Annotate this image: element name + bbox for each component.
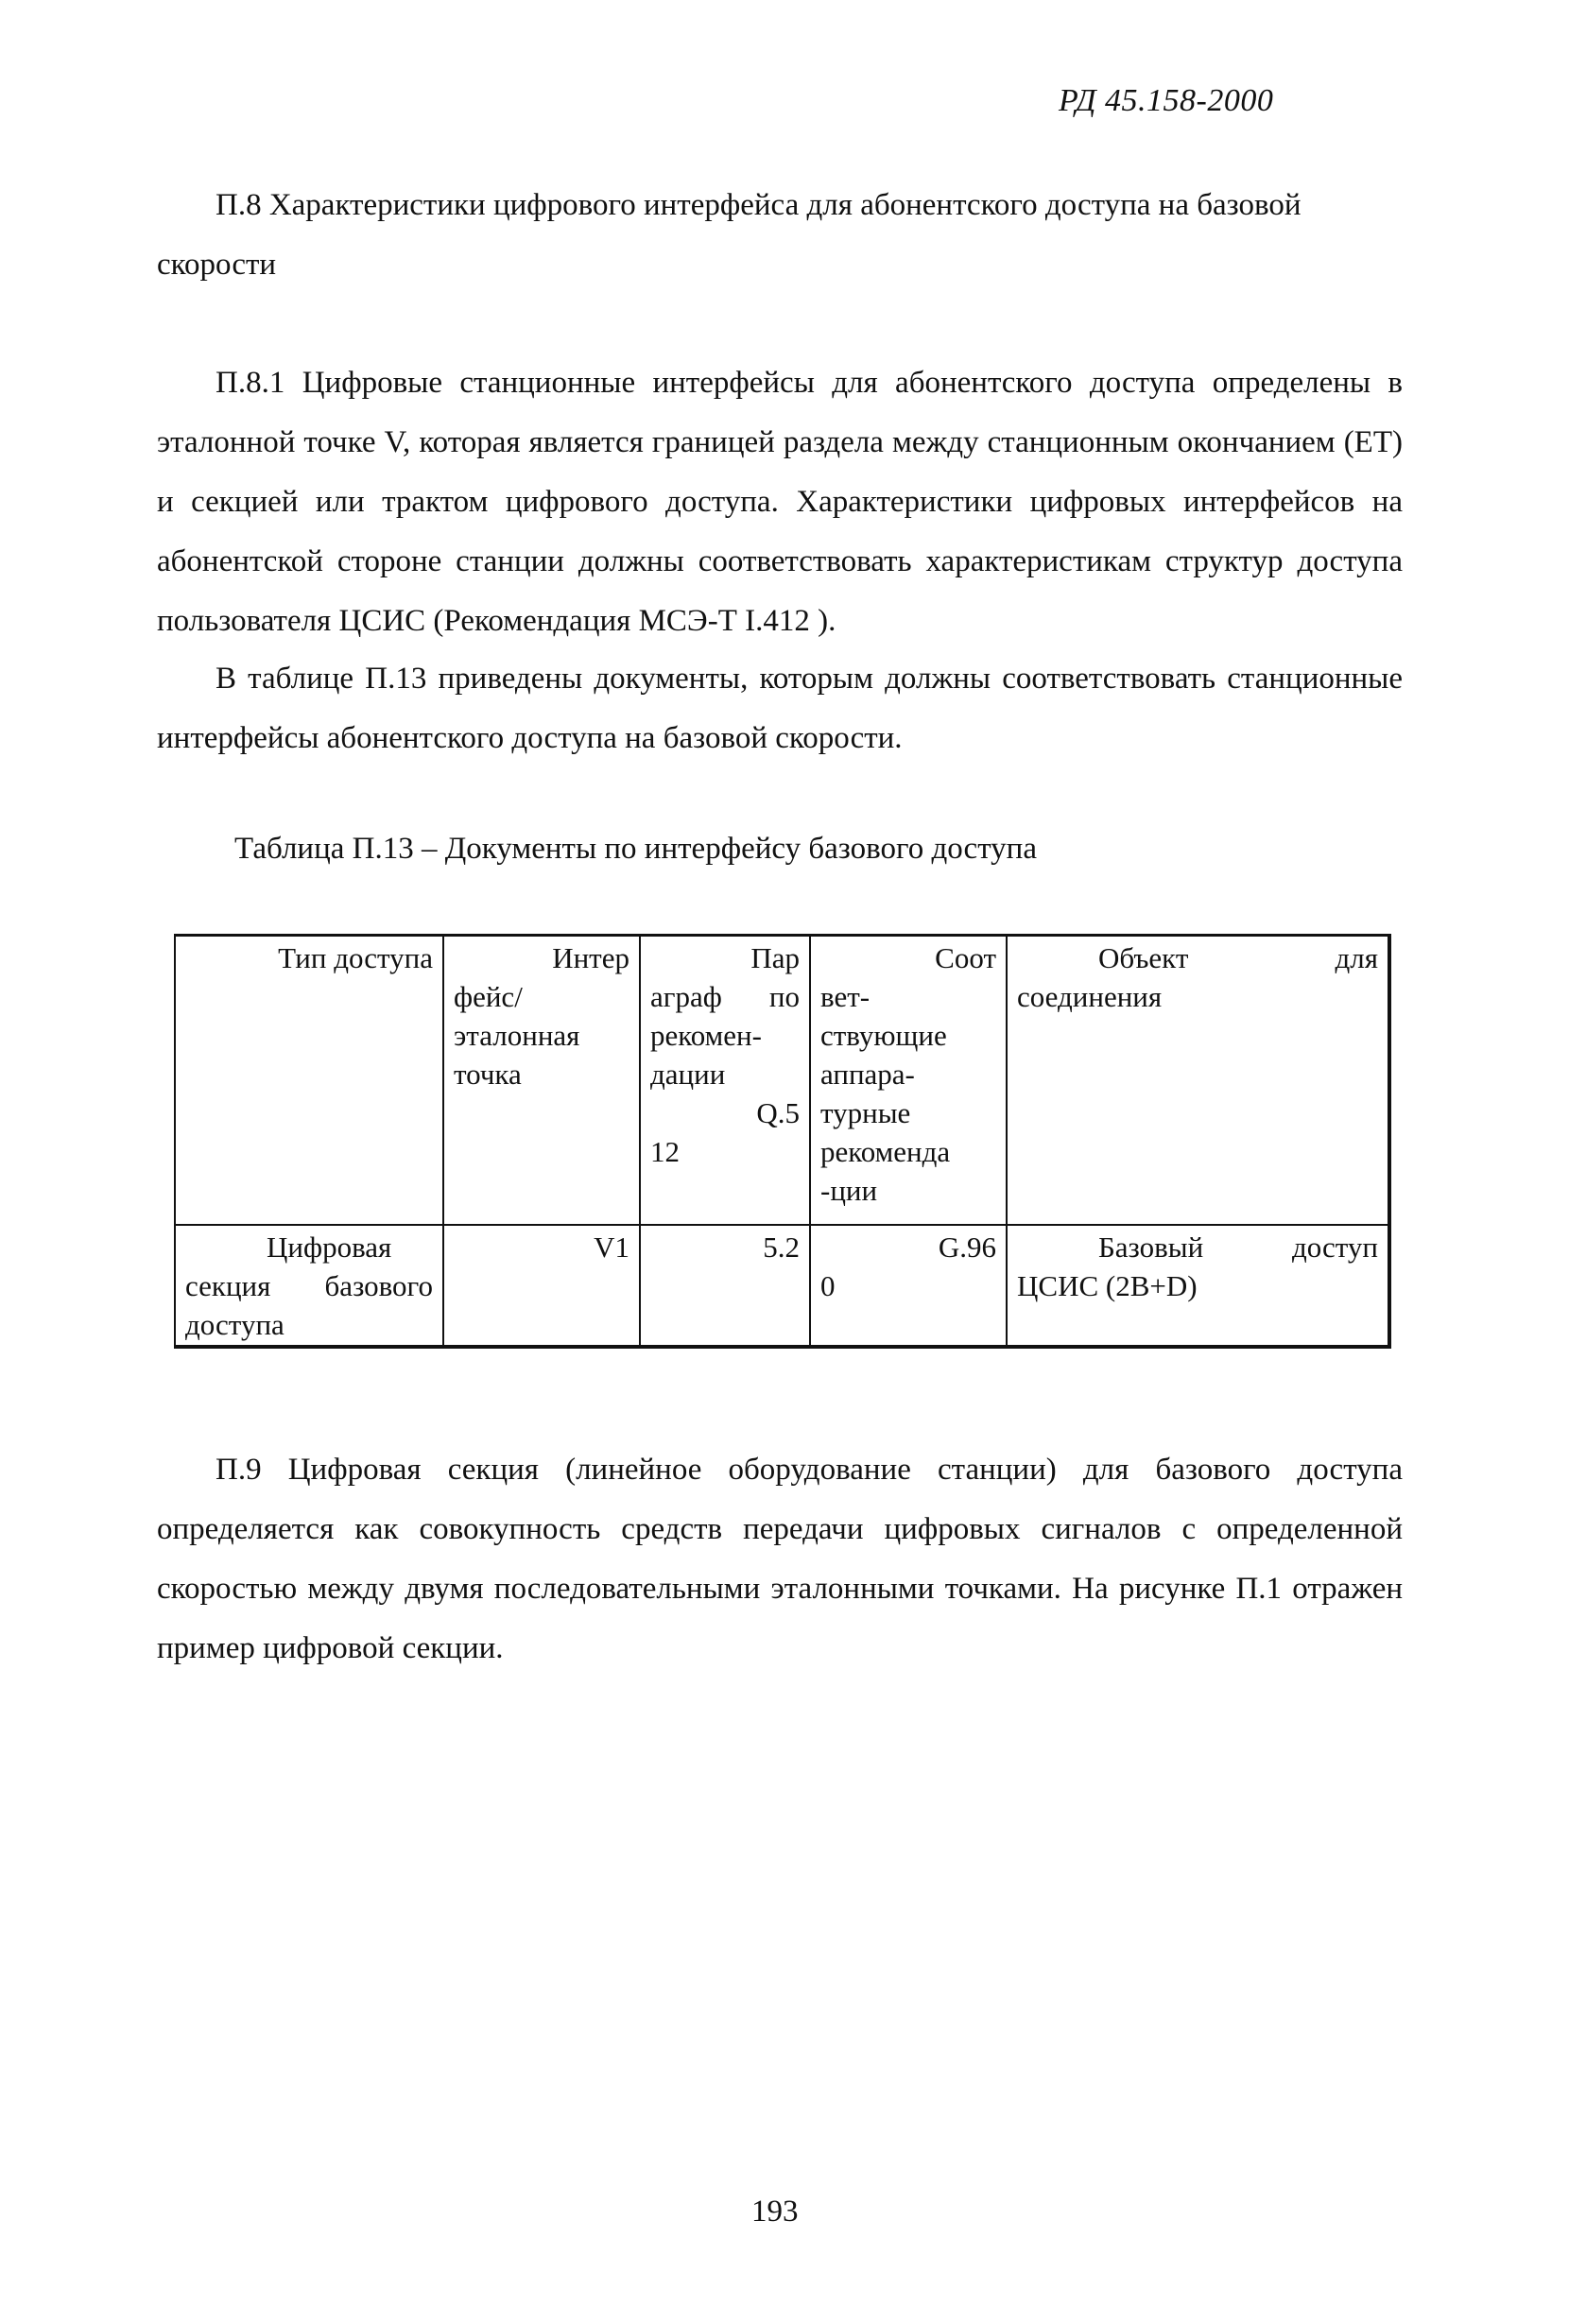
table-header-row [175, 936, 1389, 1226]
page-number: 193 [751, 2195, 799, 2229]
header-access-type: Тип доступа [175, 936, 443, 1226]
document-code: РД 45.158-2000 [1059, 83, 1274, 118]
header-hardware-recs: Соот вет- ствующие аппара- турные рекоменда -ции [810, 936, 1007, 1226]
cell-paragraph: 5.2 [640, 1225, 810, 1347]
cell-object: Базовый доступ ЦСИС (2В+D) [1007, 1225, 1389, 1347]
cell-access-type: Цифровая секция базового доступа [175, 1225, 443, 1347]
header-object: Объект для соединения [1007, 936, 1389, 1226]
paragraph-table-intro: В таблице П.13 приведены документы, которым должны соответствовать станционные интерфейсы абонентского доступа на базовой скорости. [157, 662, 1403, 755]
header-paragraph: Пар аграф по рекомен- дации Q.5 12 [640, 936, 810, 1226]
section-heading [157, 176, 1403, 295]
cell-interface: V1 [443, 1225, 640, 1347]
section-heading-line2: скорости [157, 248, 277, 282]
paragraph-digital-section: П.9 Цифровая секция (линейное оборудование станции) для базового доступа определяется как совокупность средств передачи цифровых сигналов с определенной скоростью между двумя последовательными эталонными точками. На рисунке П.1 отражен пример цифровой секции. [157, 1453, 1403, 1665]
section-heading-line1: П.8 Характеристики цифрового интерфейса для абонентского доступа на базовой [215, 188, 1302, 222]
table-caption: Таблица П.13 – Документы по интерфейсу базового доступа [234, 832, 1037, 866]
table-row [175, 1225, 1389, 1347]
documents-table [174, 934, 1391, 1349]
header-interface: Интер фейс/ эталонная точка [443, 936, 640, 1226]
cell-hardware-recs: G.96 0 [810, 1225, 1007, 1347]
paragraph-interfaces: П.8.1 Цифровые станционные интерфейсы для абонентского доступа определены в эталонной точке V, которая является границей раздела между станционным окончанием (ЕТ) и секцией или трактом цифрового доступа. Характеристики цифровых интерфейсов на абонентской стороне станции должны соответствовать характеристикам структур доступа пользователя ЦСИС (Рекомендация МСЭ-Т I.412 ). [157, 366, 1403, 638]
